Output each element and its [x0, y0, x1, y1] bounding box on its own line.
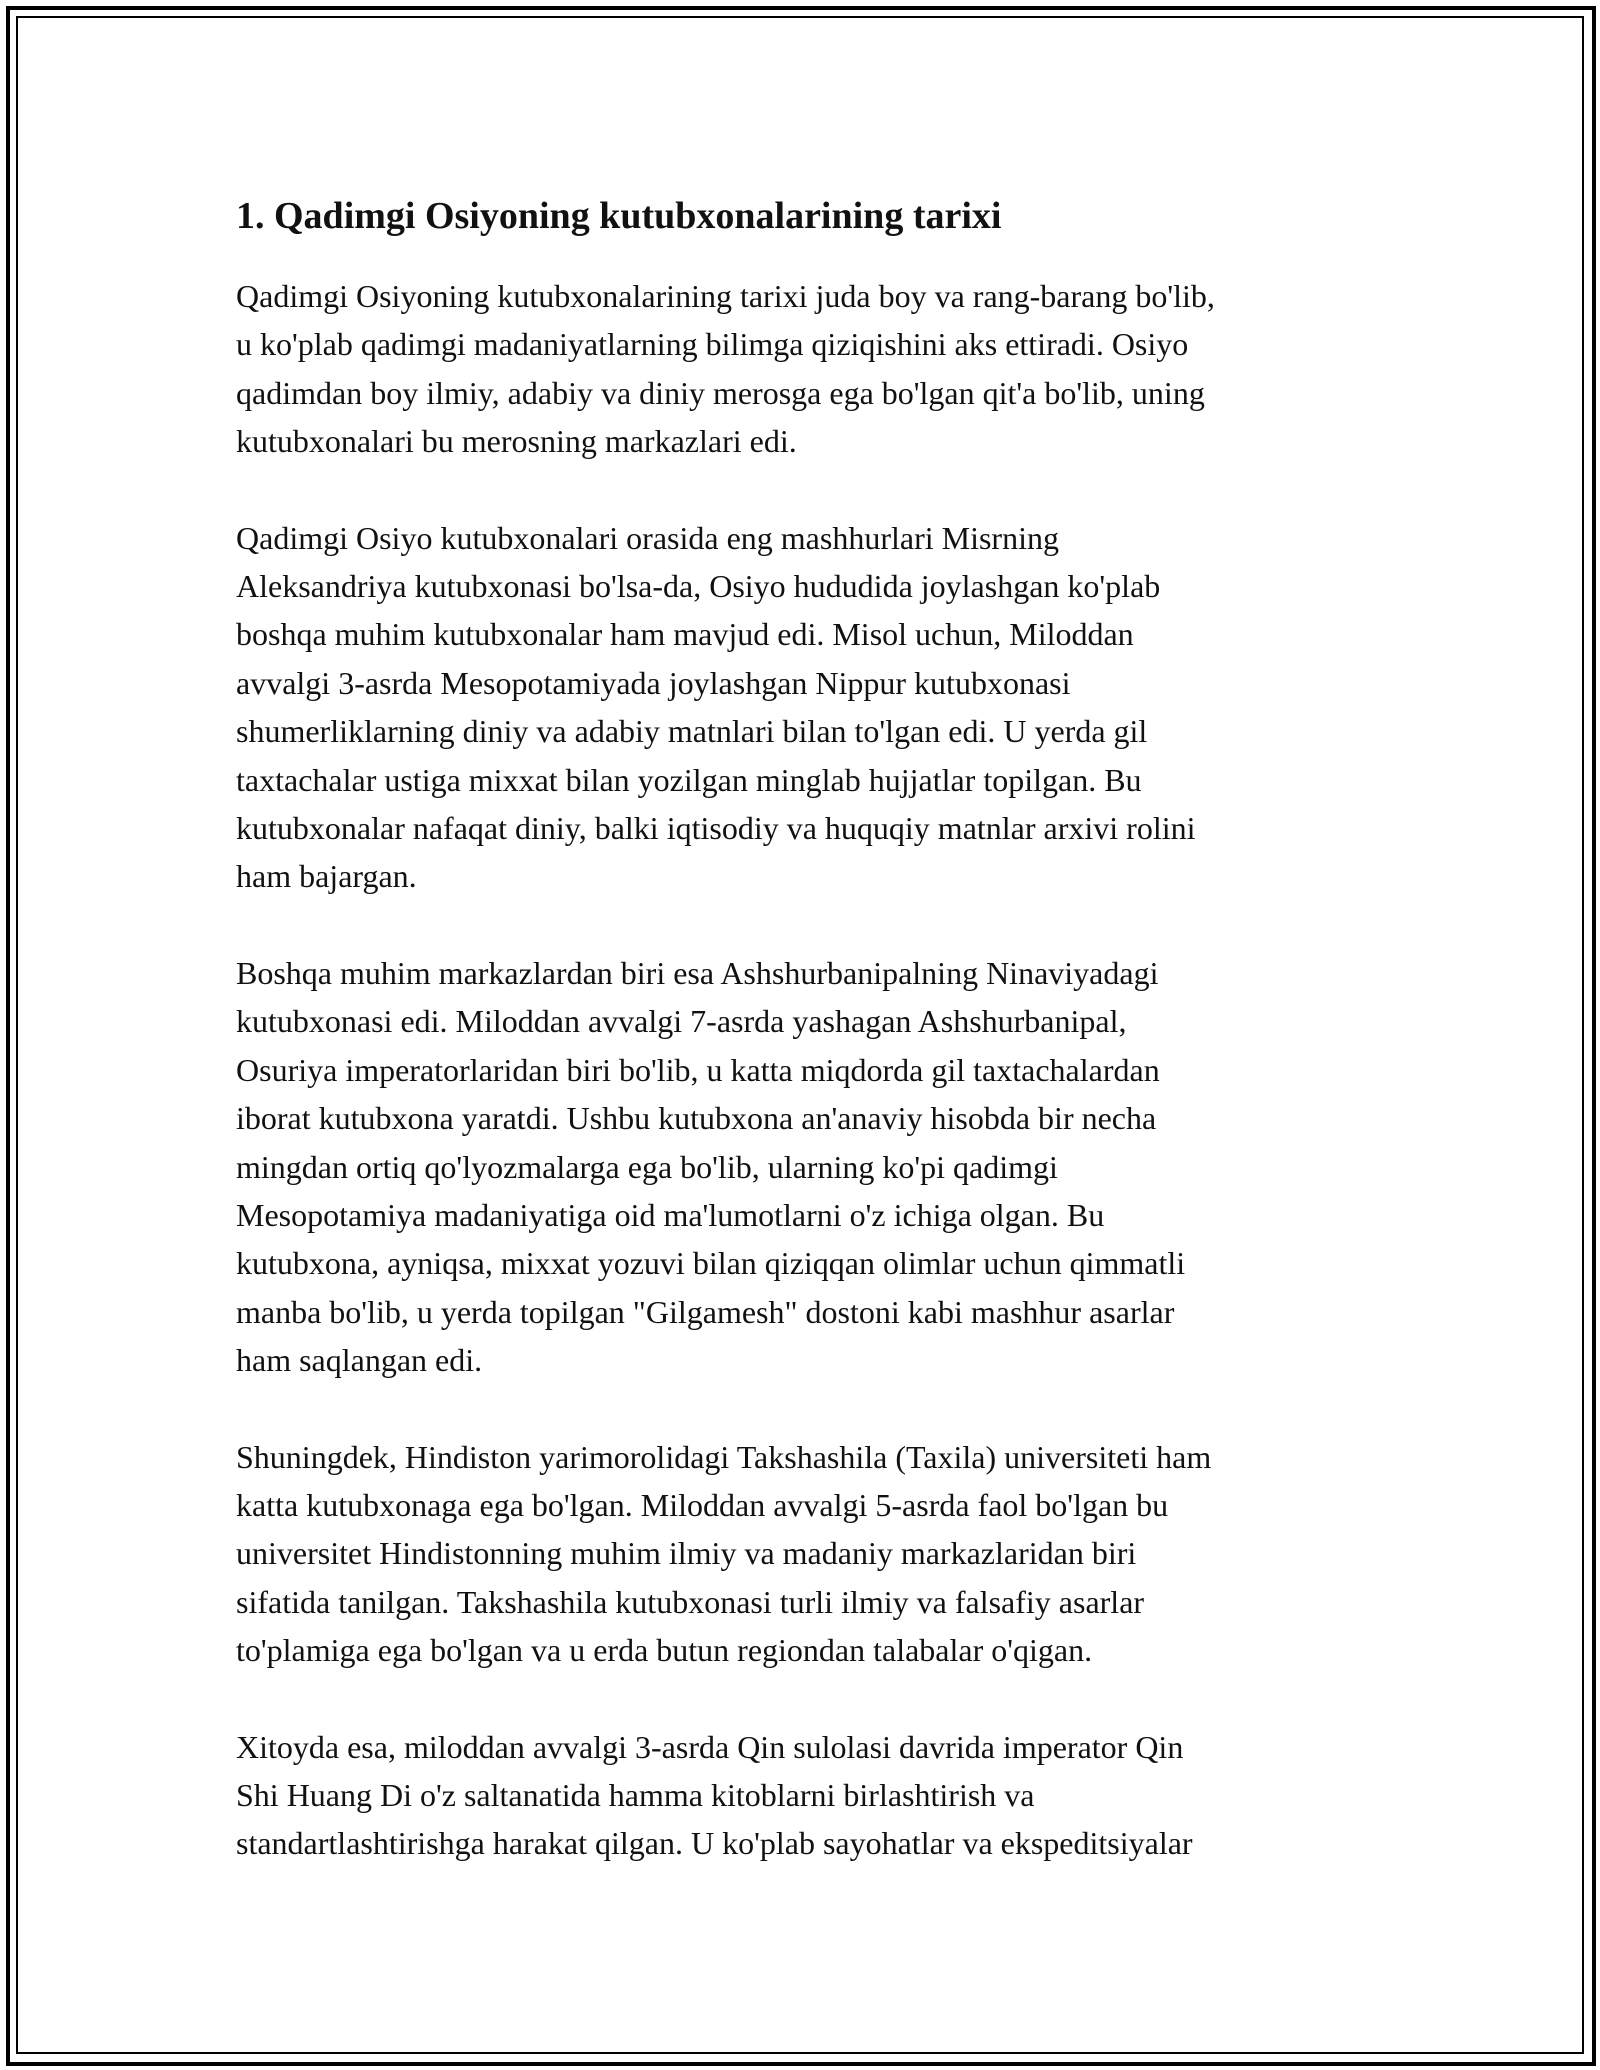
document-content [236, 190, 1366, 1916]
paragraph-1: Qadimgi Osiyoning kutubxonalarining tarixi juda boy va rang-barang bo'lib, u ko'plab qadimgi madaniyatlarning bilimga qiziqishini aks ettiradi. Osiyo qadimdan boy ilmiy, adabiy va diniy merosga ega bo'lgan qit'a bo'lib, uning kutubxonalari bu merosning markazlari edi. [236, 278, 1215, 460]
paragraph-2: Qadimgi Osiyo kutubxonalari orasida eng mashhurlari Misrning Aleksandriya kutubxonasi bo'lsa-da, Osiyo hududida joylashgan ko'plab boshqa muhim kutubxonalar ham mavjud edi. Misol uchun, Miloddan avvalgi 3-asrda Mesopotamiyada joylashgan Nippur kutubxonasi shumerliklarning diniy va adabiy matnlari bilan to'lgan edi. U yerda gil taxtachalar ustiga mixxat bilan yozilgan minglab hujjatlar topilgan. Bu kutubxonalar nafaqat diniy, balki iqtisodiy va huquqiy matnlar arxivi rolini ham bajargan. [236, 519, 1196, 895]
paragraph-5: Xitoyda esa, miloddan avvalgi 3-asrda Qin sulolasi davrida imperator Qin Shi Huang Di o'z saltanatida hamma kitoblarni birlashtirish va standartlashtirishga harakat qilgan. U ko'plab sayohatlar va ekspeditsiyalar [236, 1728, 1193, 1862]
paragraph-4: Shuningdek, Hindiston yarimorolidagi Takshashila (Taxila) universiteti ham katta kutubxonaga ega bo'lgan. Miloddan avvalgi 5-asrda faol bo'lgan bu universitet Hindistonning muhim ilmiy va madaniy markazlaridan biri sifatida tanilgan. Takshashila kutubxonasi turli ilmiy va falsafiy asarlar to'plamiga ega bo'lgan va u erda butun regiondan talabalar o'qigan. [236, 1438, 1212, 1669]
paragraph-3: Boshqa muhim markazlardan biri esa Ashshurbanipalning Ninaviyadagi kutubxonasi edi. Miloddan avvalgi 7-asrda yashagan Ashshurbanipal, Osuriya imperatorlaridan biri bo'lib, u katta miqdorda gil taxtachalardan iborat kutubxona yaratdi. Ushbu kutubxona an'anaviy hisobda bir necha mingdan ortiq qo'lyozmalarga ega bo'lib, ularning ko'pi qadimgi Mesopotamiya madaniyatiga oid ma'lumotlarni o'z ichiga olgan. Bu kutubxona, ayniqsa, mixxat yozuvi bilan qiziqqan olimlar uchun qimmatli manba bo'lib, u yerda topilgan "Gilgamesh" dostoni kabi mashhur asarlar ham saqlangan edi. [236, 954, 1186, 1379]
section-heading: 1. Qadimgi Osiyoning kutubxonalarining tarixi [236, 195, 1002, 237]
